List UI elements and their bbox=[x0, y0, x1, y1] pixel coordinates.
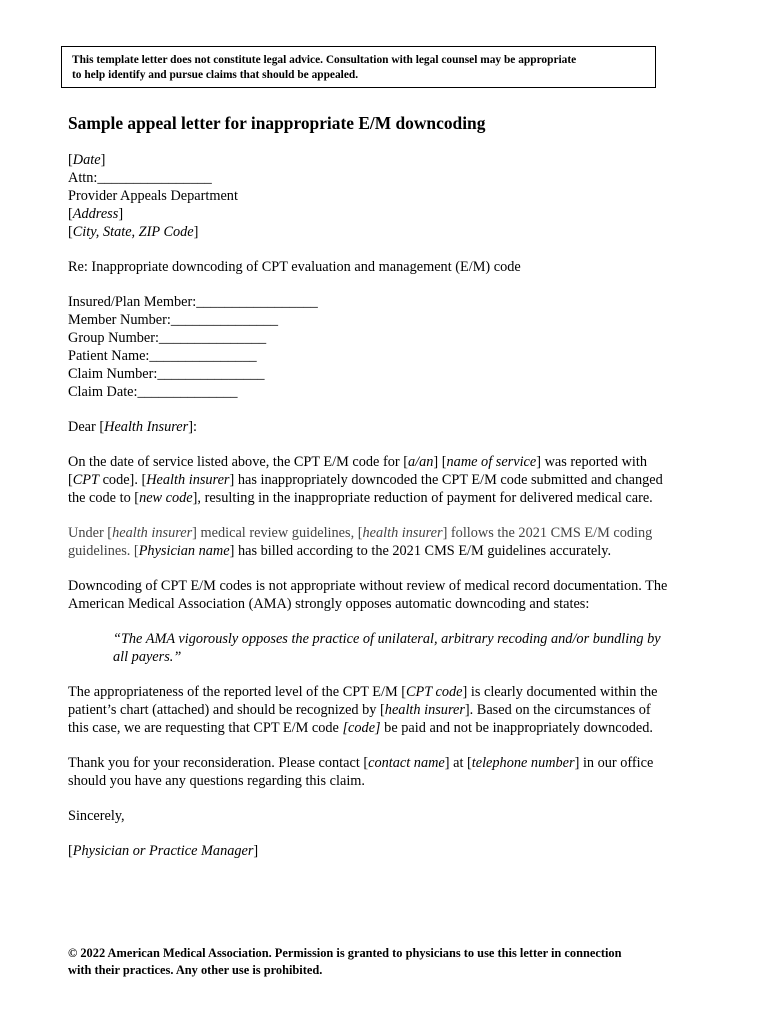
placeholder-health-insurer: Health insurer bbox=[146, 472, 230, 488]
city-open: [ bbox=[68, 224, 73, 240]
copyright-footer bbox=[68, 945, 718, 979]
date-open: [ bbox=[68, 152, 73, 168]
signature bbox=[68, 842, 718, 860]
paragraph-2-line-1 bbox=[68, 524, 718, 542]
salutation-pre: Dear [ bbox=[68, 419, 105, 435]
text: the code to [ bbox=[68, 490, 140, 506]
department-line: Provider Appeals Department bbox=[68, 188, 238, 204]
paragraph-4 bbox=[68, 683, 718, 737]
letter-title: Sample appeal letter for inappropriate E/M downcoding bbox=[68, 113, 486, 133]
paragraph-4-line-1 bbox=[68, 683, 718, 701]
date-line bbox=[68, 151, 718, 169]
date-placeholder: Date bbox=[72, 152, 101, 168]
letter-body bbox=[68, 112, 718, 877]
signature-open: [ bbox=[68, 843, 73, 859]
text: [ bbox=[68, 472, 73, 488]
address-line bbox=[68, 205, 718, 223]
disclaimer-line-1: This template letter does not constitute legal advice. Consultation with legal counsel may be appropriate bbox=[72, 54, 577, 66]
placeholder-health-insurer: health insurer bbox=[112, 525, 193, 541]
text: guidelines. [ bbox=[68, 543, 139, 559]
city-placeholder: City, State, ZIP Code bbox=[72, 224, 194, 240]
placeholder-cpt: CPT bbox=[72, 472, 99, 488]
text: ] is clearly documented within the bbox=[462, 684, 658, 700]
placeholder-contact-name: contact name bbox=[368, 755, 445, 771]
text: ] in our office bbox=[574, 755, 654, 771]
field-insured: Insured/Plan Member:_________________ bbox=[68, 294, 318, 310]
text: ]. Based on the circumstances of bbox=[464, 702, 651, 718]
text: be paid and not be inappropriately downcoded. bbox=[380, 720, 653, 736]
paragraph-4-line-2 bbox=[68, 701, 718, 719]
city-close: ] bbox=[193, 224, 199, 240]
paragraph-3-line-2: American Medical Association (AMA) strongly opposes automatic downcoding and states: bbox=[68, 596, 590, 612]
paragraph-2-line-2 bbox=[68, 542, 718, 560]
placeholder-a-an: a/an bbox=[407, 454, 434, 470]
text: patient’s chart (attached) and should be recognized by [ bbox=[68, 702, 385, 718]
footer-line-1: © 2022 American Medical Association. Permission is granted to physicians to use this letter in connection bbox=[68, 946, 622, 960]
text: ] follows the 2021 CMS E/M coding bbox=[442, 525, 653, 541]
text: Under [ bbox=[68, 525, 113, 541]
placeholder-health-insurer: health insurer bbox=[384, 702, 465, 718]
paragraph-1 bbox=[68, 453, 718, 507]
placeholder-code: [code] bbox=[342, 720, 381, 736]
attn-line: Attn:________________ bbox=[68, 170, 212, 186]
paragraph-1-line-3 bbox=[68, 489, 718, 507]
address-placeholder: Address bbox=[72, 206, 119, 222]
field-claim-date: Claim Date:______________ bbox=[68, 384, 238, 400]
signature-placeholder: Physician or Practice Manager bbox=[72, 843, 254, 859]
placeholder-health-insurer: health insurer bbox=[362, 525, 443, 541]
paragraph-5-line-2: should you have any questions regarding this claim. bbox=[68, 773, 366, 789]
field-member-number: Member Number:_______________ bbox=[68, 312, 279, 328]
field-group-number: Group Number:_______________ bbox=[68, 330, 267, 346]
text: ] has billed according to the 2021 CMS E/M guidelines accurately. bbox=[229, 543, 612, 559]
text: ] was reported with bbox=[536, 454, 648, 470]
placeholder-name-of-service: name of service bbox=[446, 454, 537, 470]
disclaimer-line-2: to help identify and pursue claims that should be appealed. bbox=[72, 68, 359, 81]
city-line bbox=[68, 223, 718, 241]
ama-quote bbox=[113, 630, 713, 666]
paragraph-1-line-2 bbox=[68, 471, 718, 489]
field-patient-name: Patient Name:_______________ bbox=[68, 348, 257, 364]
signature-close: ] bbox=[253, 843, 259, 859]
placeholder-telephone-number: telephone number bbox=[471, 755, 575, 771]
address-close: ] bbox=[118, 206, 124, 222]
quote-line-1: “The AMA vigorously opposes the practice of unilateral, arbitrary recoding and/or bundling by bbox=[113, 631, 661, 647]
date-close: ] bbox=[100, 152, 106, 168]
text: On the date of service listed above, the CPT E/M code for [ bbox=[68, 454, 408, 470]
paragraph-2 bbox=[68, 524, 718, 560]
footer-line-2: with their practices. Any other use is prohibited. bbox=[68, 963, 323, 977]
re-line: Re: Inappropriate downcoding of CPT evaluation and management (E/M) code bbox=[68, 259, 521, 275]
paragraph-3 bbox=[68, 577, 718, 613]
claim-fields bbox=[68, 293, 718, 401]
paragraph-1-line-1 bbox=[68, 453, 718, 471]
text: Thank you for your reconsideration. Please contact [ bbox=[68, 755, 369, 771]
text: this case, we are requesting that CPT E/M code bbox=[68, 720, 343, 736]
paragraph-5-line-1 bbox=[68, 754, 718, 772]
paragraph-5 bbox=[68, 754, 718, 790]
quote-line-2: all payers.” bbox=[113, 649, 182, 665]
disclaimer-box bbox=[61, 46, 656, 88]
salutation-post: ]: bbox=[188, 419, 197, 435]
text: ] at [ bbox=[444, 755, 472, 771]
placeholder-cpt-code: CPT code bbox=[406, 684, 463, 700]
address-block bbox=[68, 151, 718, 241]
closing: Sincerely, bbox=[68, 808, 125, 824]
placeholder-new-code: new code bbox=[139, 490, 193, 506]
placeholder-physician-name: Physician name bbox=[138, 543, 230, 559]
text: ] [ bbox=[433, 454, 447, 470]
salutation-insurer: Health Insurer bbox=[104, 419, 189, 435]
text: ] has inappropriately downcoded the CPT E/M code submitted and changed bbox=[229, 472, 663, 488]
address-open: [ bbox=[68, 206, 73, 222]
paragraph-3-line-1: Downcoding of CPT E/M codes is not appropriate without review of medical record documentation. The bbox=[68, 578, 668, 594]
text: ], resulting in the inappropriate reduction of payment for delivered medical care. bbox=[192, 490, 653, 506]
text: ] medical review guidelines, [ bbox=[192, 525, 363, 541]
field-claim-number: Claim Number:_______________ bbox=[68, 366, 265, 382]
salutation bbox=[68, 418, 718, 436]
text: The appropriateness of the reported level of the CPT E/M [ bbox=[68, 684, 406, 700]
text: code]. [ bbox=[99, 472, 147, 488]
paragraph-4-line-3 bbox=[68, 719, 718, 737]
